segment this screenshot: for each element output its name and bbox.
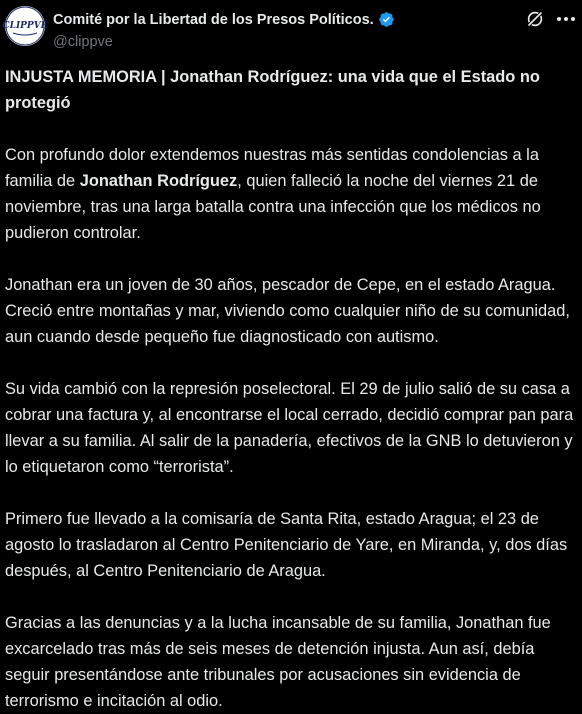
grok-icon[interactable] (526, 10, 544, 28)
paragraph-1-start: Con profundo dolor extendemos nuestras más sentidas condolencias a la familia de (5, 146, 539, 190)
more-dots-icon[interactable] (556, 12, 576, 26)
paragraph-5: Gracias a las denuncias y a la lucha incansable de su familia, Jonathan fue excarcelado tras más de seis meses de detención injusta. Aun así, debía seguir presentándose ante tribunales por acusaciones sin evidencia de terrorismo e incitación al odio. (5, 614, 551, 710)
paragraph-1 (5, 142, 575, 246)
post-title: INJUSTA MEMORIA | Jonathan Rodríguez: una vida que el Estado no protegió (5, 68, 540, 112)
person-name: Jonathan Rodríguez (79, 172, 238, 190)
verified-badge-icon (378, 11, 395, 28)
avatar-logo-text: CLIPPVE (2, 21, 48, 31)
post-text (5, 64, 575, 714)
author-display-name[interactable]: Comité por la Libertad de los Presos Políticos. (53, 11, 374, 28)
paragraph-4: Primero fue llevado a la comisaría de Santa Rita, estado Aragua; el 23 de agosto lo trasladaron al Centro Penitenciario de Yare, en Miranda, y, dos días después, al Centro Penitenciario de Aragua. (5, 510, 568, 580)
avatar[interactable] (2, 6, 48, 46)
post-header (0, 0, 582, 60)
author-name-row (53, 11, 395, 28)
paragraph-1-end: , quien falleció la noche del viernes 21 de noviembre, tras una larga batalla contra una infección que los médicos no pudieron controlar. (5, 172, 541, 242)
paragraph-2: Jonathan era un joven de 30 años, pescador de Cepe, en el estado Aragua. Creció entre montañas y mar, viviendo como cualquier niño de su comunidad, aun cuando desde pequeño fue diagnosticado con autismo. (5, 276, 570, 346)
clippve-logo (2, 6, 48, 46)
author-handle[interactable]: @clippve (53, 34, 113, 50)
paragraph-3: Su vida cambió con la represión poselectoral. El 29 de julio salió de su casa a cobrar una factura y, al encontrarse el local cerrado, decidió comprar pan para llevar a su familia. Al salir de la panadería, efectivos de la GNB lo detuvieron y lo etiquetaron como “terrorista”. (5, 380, 574, 476)
